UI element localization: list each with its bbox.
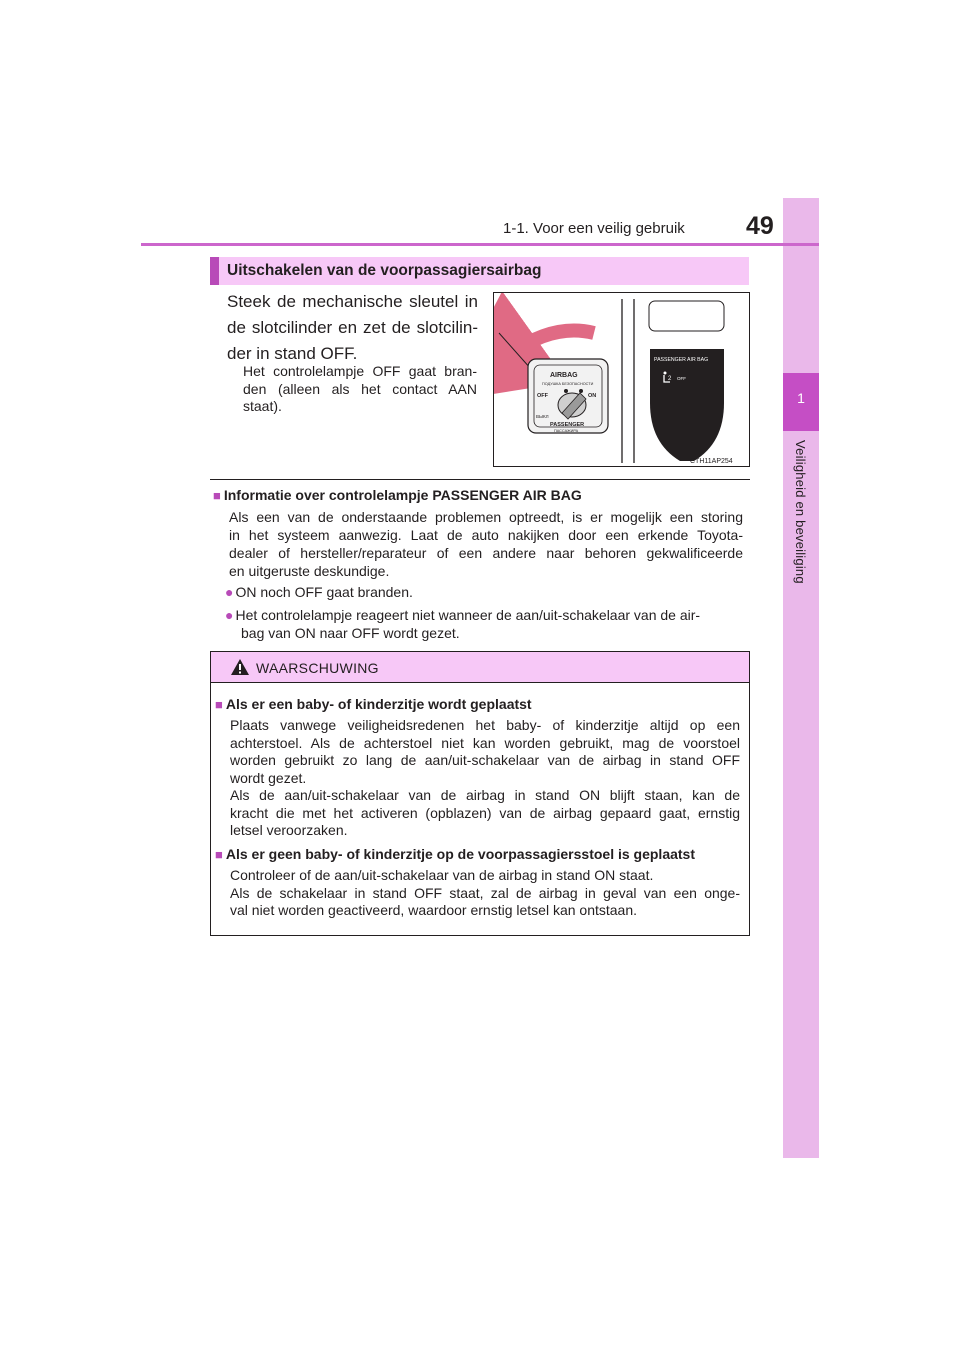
info-line: en uitgeruste deskundige. xyxy=(229,563,390,579)
info-line: dealer of hersteller/reparateur of een andere naar behoren gekwalificeerde xyxy=(229,545,743,561)
note-line: den (alleen als het contact AAN xyxy=(243,380,477,397)
switch-off-label: OFF xyxy=(537,393,548,399)
info-title-text: Informatie over controlelampje PASSENGER AIR BAG xyxy=(223,487,582,503)
warning-triangle-icon xyxy=(230,658,250,676)
indicator-housing xyxy=(649,301,724,331)
warning-line: worden gebruikt zo lang de aan/uit-schakelaar van de airbag in stand OFF xyxy=(230,752,740,768)
info-paragraph xyxy=(229,508,743,580)
indicator-off-label: OFF xyxy=(677,376,686,381)
chapter-number: 1 xyxy=(797,390,805,406)
switch-cyrillic-off: ВЫКЛ xyxy=(536,414,549,419)
header-rule xyxy=(141,243,819,246)
info-bullet xyxy=(225,583,743,601)
switch-cyrillic-bottom: ПАССАЖИРА xyxy=(554,429,579,433)
square-bullet-icon: ■ xyxy=(213,488,221,503)
warning-item-text xyxy=(230,867,740,920)
indicator-panel xyxy=(650,349,724,461)
bullet-text: ON noch OFF gaat branden. xyxy=(235,584,413,600)
warning-line: wordt gezet. xyxy=(230,769,307,786)
warning-line: Als de schakelaar in stand OFF staat, zal de airbag in geval van een onge- xyxy=(230,884,740,901)
step-note xyxy=(243,363,477,416)
warning-line: achterstoel. Als de achterstoel niet kan worden gebruikt, mag de voorstoel xyxy=(230,734,740,751)
svg-text:2: 2 xyxy=(668,376,672,382)
bullet-text-cont: bag van ON naar OFF wordt gezet. xyxy=(241,625,460,641)
bullet-dot-icon: ● xyxy=(225,584,234,600)
info-line: Als een van de onderstaande problemen optreedt, is er mogelijk een storing xyxy=(229,509,743,525)
bullet-dot-icon: ● xyxy=(225,607,234,623)
airbag-switch-illustration xyxy=(494,293,749,466)
warning-line: letsel veroorzaken. xyxy=(230,822,348,838)
square-bullet-icon: ■ xyxy=(215,847,223,862)
side-tab xyxy=(783,198,819,1158)
switch-on-label: ON xyxy=(588,393,597,399)
switch-title: AIRBAG xyxy=(550,372,578,379)
warning-item-title xyxy=(215,846,695,862)
bullet-text: Het controlelampje reageert niet wanneer de aan/uit-schakelaar van de air- xyxy=(235,607,701,623)
page-number: 49 xyxy=(746,212,774,240)
step-line: der in stand OFF. xyxy=(227,344,358,363)
section-title: Uitschakelen van de voorpassagiersairbag xyxy=(210,257,749,285)
warning-label: WAARSCHUWING xyxy=(256,660,379,676)
note-line: Het controlelampje OFF gaat bran- xyxy=(243,363,477,379)
info-line: in het systeem aanwezig. Laat de auto nakijken door een erkende Toyota- xyxy=(229,527,743,543)
warning-header xyxy=(211,652,749,683)
warning-line: val niet worden geactiveerd, waardoor ernstig letsel kan ontstaan. xyxy=(230,902,638,918)
warning-line: Controleer of de aan/uit-schakelaar van de airbag in stand ON staat. xyxy=(230,867,654,883)
chapter-title: Veiligheid en beveiliging xyxy=(793,440,808,584)
note-line: staat). xyxy=(243,398,282,414)
section-divider xyxy=(210,479,750,480)
step-line: de slotcilinder en zet de slotcilin- xyxy=(227,318,478,337)
warning-line: kracht die met het activeren (opblazen) van de airbag gepaard gaat, ernstig xyxy=(230,804,740,821)
warning-item-title-text: Als er geen baby- of kinderzitje op de voorpassagiersstoel is geplaatst xyxy=(225,846,695,862)
warning-item-title xyxy=(215,696,532,712)
indicator-label: PASSENGER AIR BAG xyxy=(654,357,709,363)
warning-line: Als de aan/uit-schakelaar van de airbag in stand ON blijft staan, kan de xyxy=(230,787,740,803)
step-instruction xyxy=(227,289,478,367)
square-bullet-icon: ■ xyxy=(215,697,223,712)
running-header: 1-1. Voor een veilig gebruik xyxy=(503,220,685,237)
info-bullet xyxy=(225,606,743,642)
step-line: Steek de mechanische sleutel in xyxy=(227,292,478,311)
switch-cyrillic-top: ПОДУШКА БЕЗОПАСНОСТИ xyxy=(542,382,594,386)
switch-passenger-label: PASSENGER xyxy=(550,422,585,428)
warning-box xyxy=(210,651,750,936)
airbag-switch-figure xyxy=(493,292,750,467)
warning-item-title-text: Als er een baby- of kinderzitje wordt geplaatst xyxy=(225,696,532,712)
info-heading xyxy=(213,487,582,503)
figure-id: CTH11AP254 xyxy=(690,458,733,465)
warning-item-text xyxy=(230,717,740,840)
warning-line: Plaats vanwege veiligheidsredenen het baby- of kinderzitje altijd op een xyxy=(230,717,740,733)
rotation-arrow xyxy=(512,331,594,354)
